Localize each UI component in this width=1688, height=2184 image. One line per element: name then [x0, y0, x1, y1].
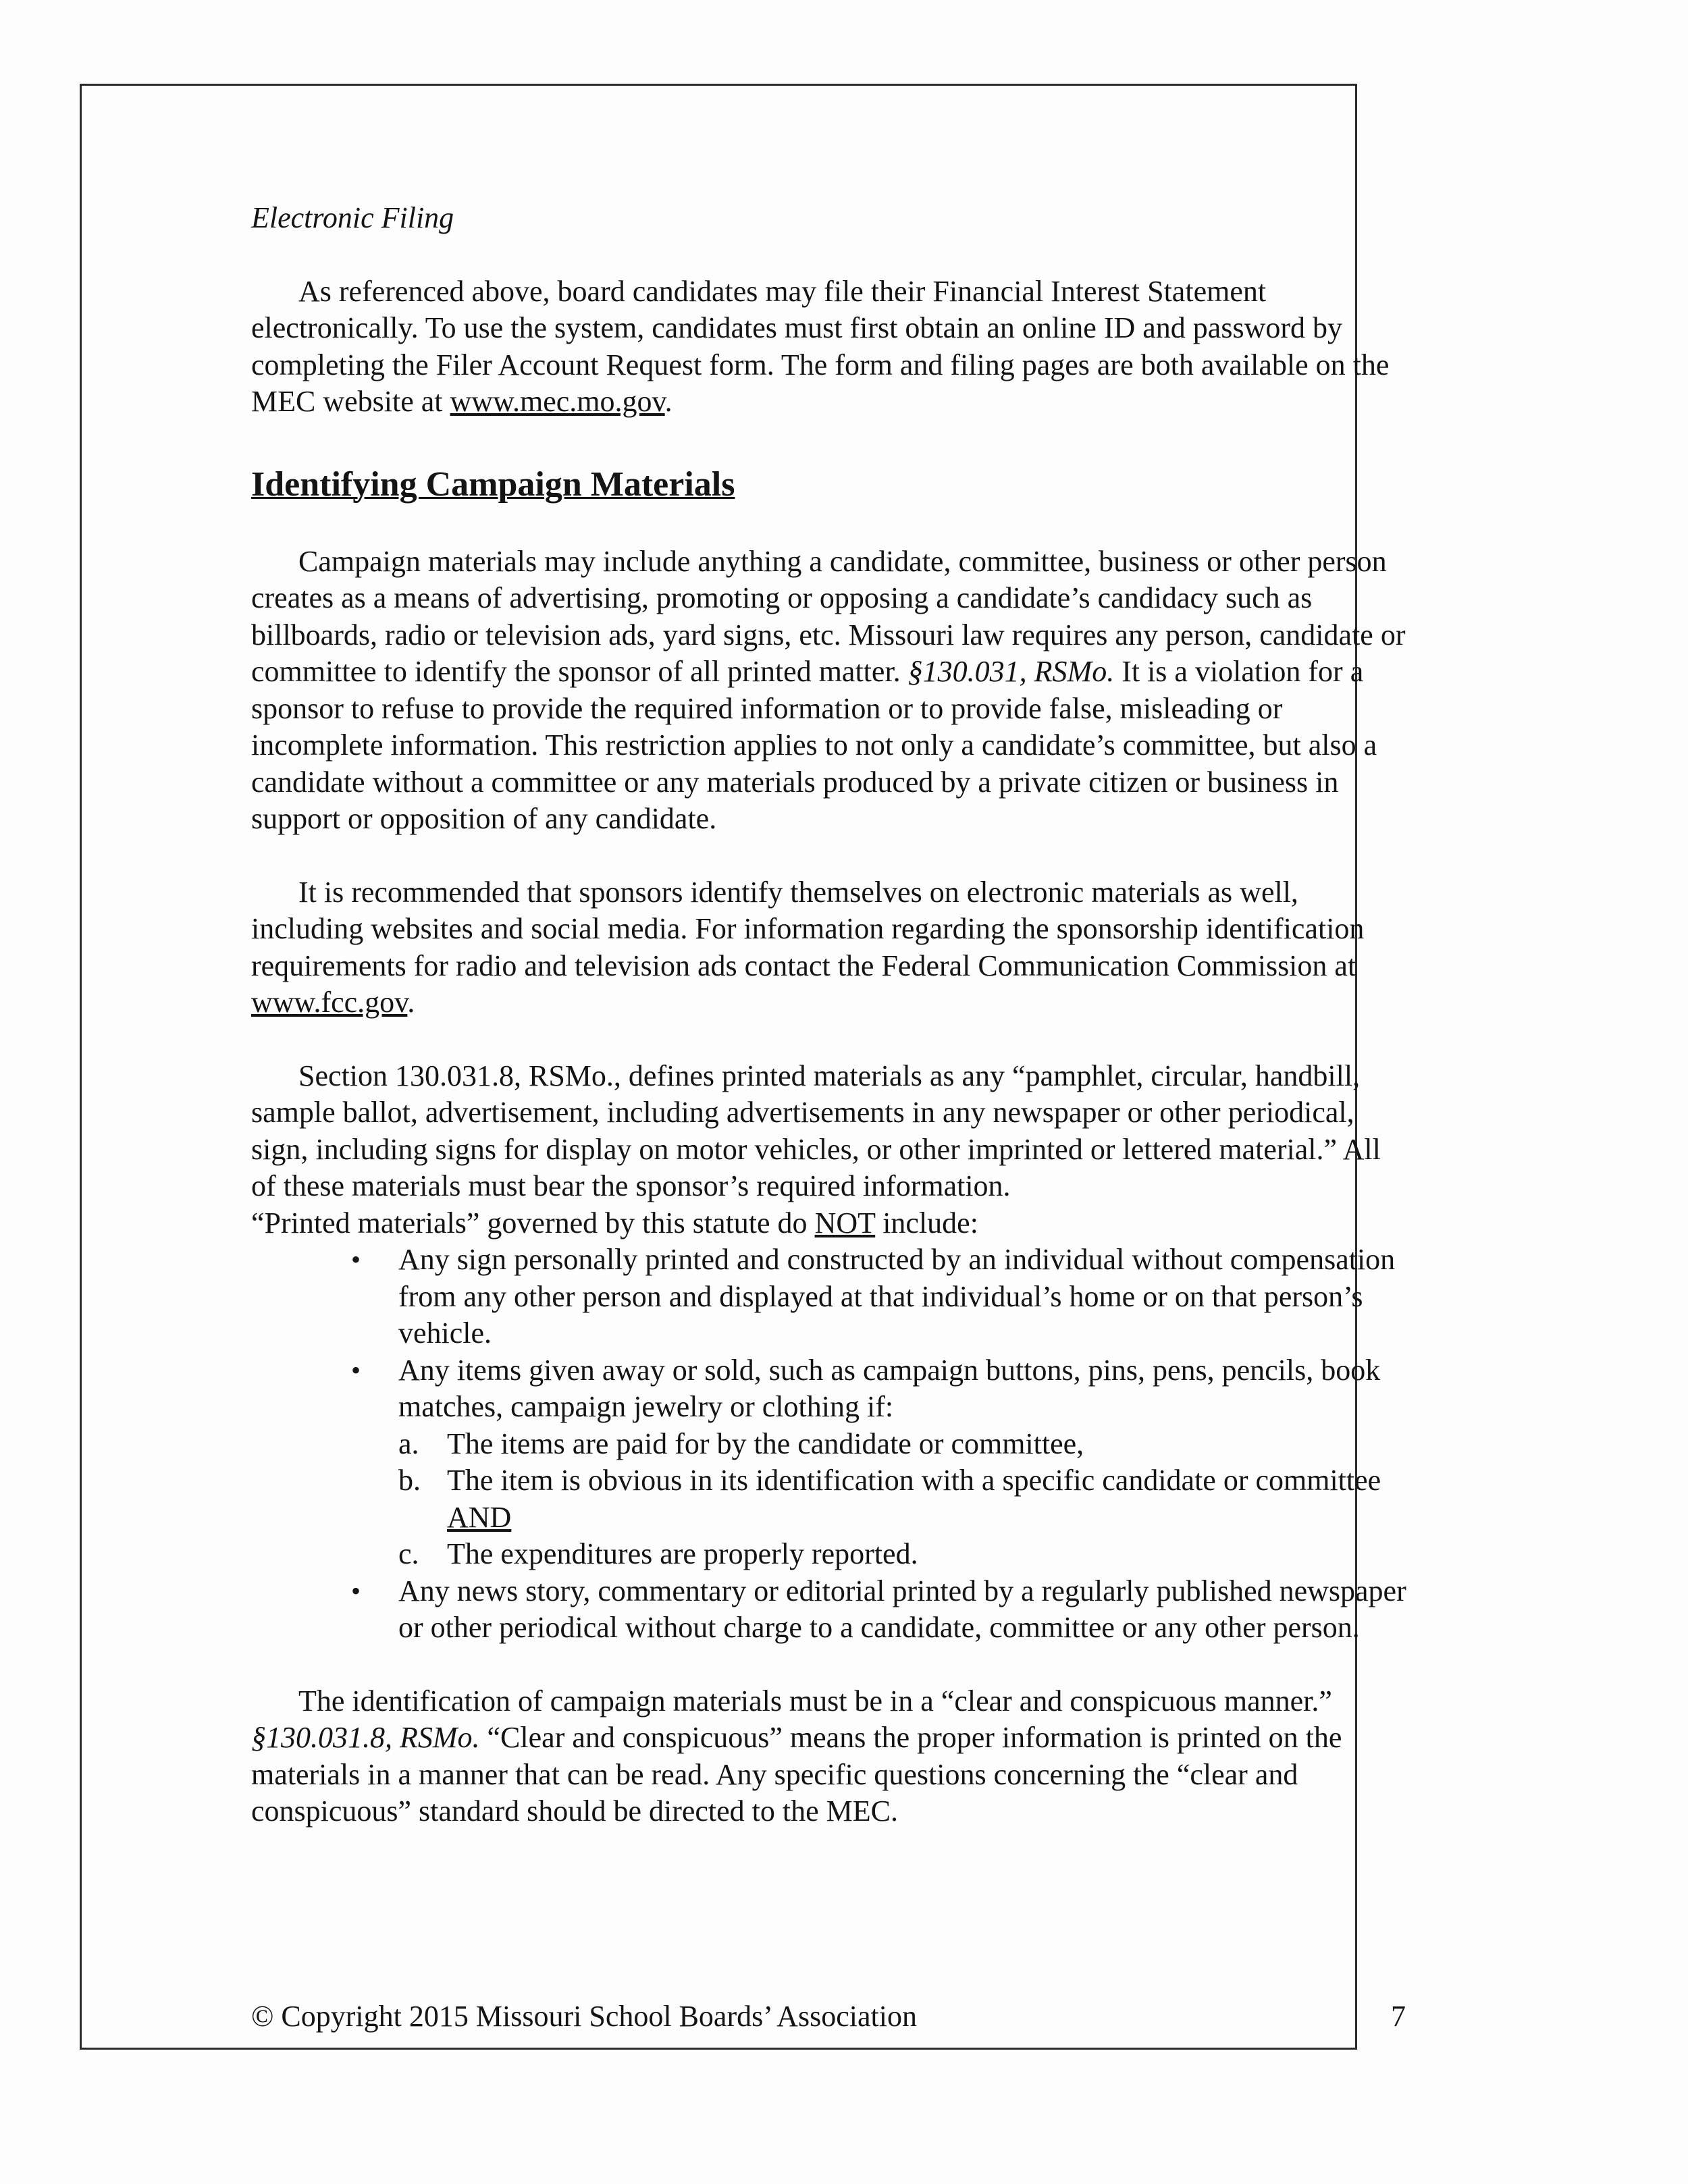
and-emphasis: AND	[447, 1500, 512, 1534]
list-item: • Any news story, commentary or editorial printed by a regularly published newspaper or other periodical without charge to a candidate, committee or any other person.	[351, 1574, 1406, 1644]
sub-list-item: a. The items are paid for by the candidate or committee,	[398, 1427, 1084, 1460]
printed-materials-intro: “Printed materials” governed by this statute do NOT include:	[251, 1206, 978, 1240]
campaign-materials-paragraph-1: Campaign materials may include anything a candidate, committee, business or other person creates as a means of advertising, promoting or opposing a candidate’s candidacy such as billboards, radio or television ads, yard signs, etc. Missouri law requires any person, candidate or committee to identify the sponsor of all printed matter. §130.031, RSMo. It is a violation for a sponsor to refuse to provide the required information or to provide false, misleading or incomplete information. This restriction applies to not only a candidate’s committee, but also a candidate without a committee or any materials produced by a private citizen or business in support or opposition of any candidate.	[251, 544, 1406, 835]
sub-list-item: b. The item is obvious in its identification with a specific candidate or committee AND	[398, 1464, 1381, 1534]
statute-citation: §130.031, RSMo.	[907, 655, 1115, 688]
sub-list-item: c. The expenditures are properly reported.	[398, 1537, 918, 1570]
not-emphasis: NOT	[814, 1206, 876, 1240]
copyright-notice: © Copyright 2015 Missouri School Boards’ Association	[251, 2000, 917, 2033]
electronic-filing-paragraph: As referenced above, board candidates may file their Financial Interest Statement electronically. To use the system, candidates must first obtain an online ID and password by completing the Filer Account Request form. The form and filing pages are both available on the MEC website at www.mec.mo.gov.	[251, 274, 1390, 418]
bullet-icon: •	[351, 1575, 361, 1606]
statute-citation: §130.031.8, RSMo.	[251, 1721, 480, 1754]
page-number: 7	[1391, 2000, 1406, 2033]
campaign-materials-paragraph-5: The identification of campaign materials must be in a “clear and conspicuous manner.” §130.031.8, RSMo. “Clear and conspicuous” means the proper information is printed on the materials in a manner that can be read. Any specific questions concerning the “clear and conspicuous” standard should be directed to the MEC.	[251, 1684, 1342, 1828]
campaign-materials-paragraph-3: Section 130.031.8, RSMo., defines printed materials as any “pamphlet, circular, handbill, sample ballot, advertisement, including advertisements in any newspaper or other periodical, sign, including signs for display on motor vehicles, or other imprinted or lettered material.” All of these materials must bear the sponsor’s required information.	[251, 1059, 1381, 1202]
page-body	[251, 200, 1413, 1830]
section-heading: Identifying Campaign Materials	[251, 464, 735, 504]
electronic-filing-heading: Electronic Filing	[251, 201, 454, 234]
mec-website-link[interactable]: www.mec.mo.gov	[450, 385, 665, 418]
bullet-icon: •	[351, 1244, 361, 1275]
exclusion-list	[251, 1242, 1413, 1647]
campaign-materials-paragraph-2: It is recommended that sponsors identify themselves on electronic materials as well, including websites and social media. For information regarding the sponsorship identification requirements for radio and television ads contact the Federal Communication Commission at www.fcc.gov.	[251, 875, 1365, 1019]
list-item: • Any sign personally printed and constructed by an individual without compensation from any other person and displayed at that individual’s home or on that person’s vehicle.	[351, 1243, 1396, 1350]
fcc-website-link[interactable]: www.fcc.gov	[251, 986, 408, 1019]
list-item: • Any items given away or sold, such as campaign buttons, pins, pens, pencils, book matches, campaign jewelry or clothing if: a. The items are paid for by the candidate or committee, b. The item is obvious in its identification with a specific candidate or committee AND c. The expenditures are properly reported.	[251, 1352, 1413, 1573]
condition-list	[398, 1426, 1413, 1573]
bullet-icon: •	[351, 1354, 361, 1385]
